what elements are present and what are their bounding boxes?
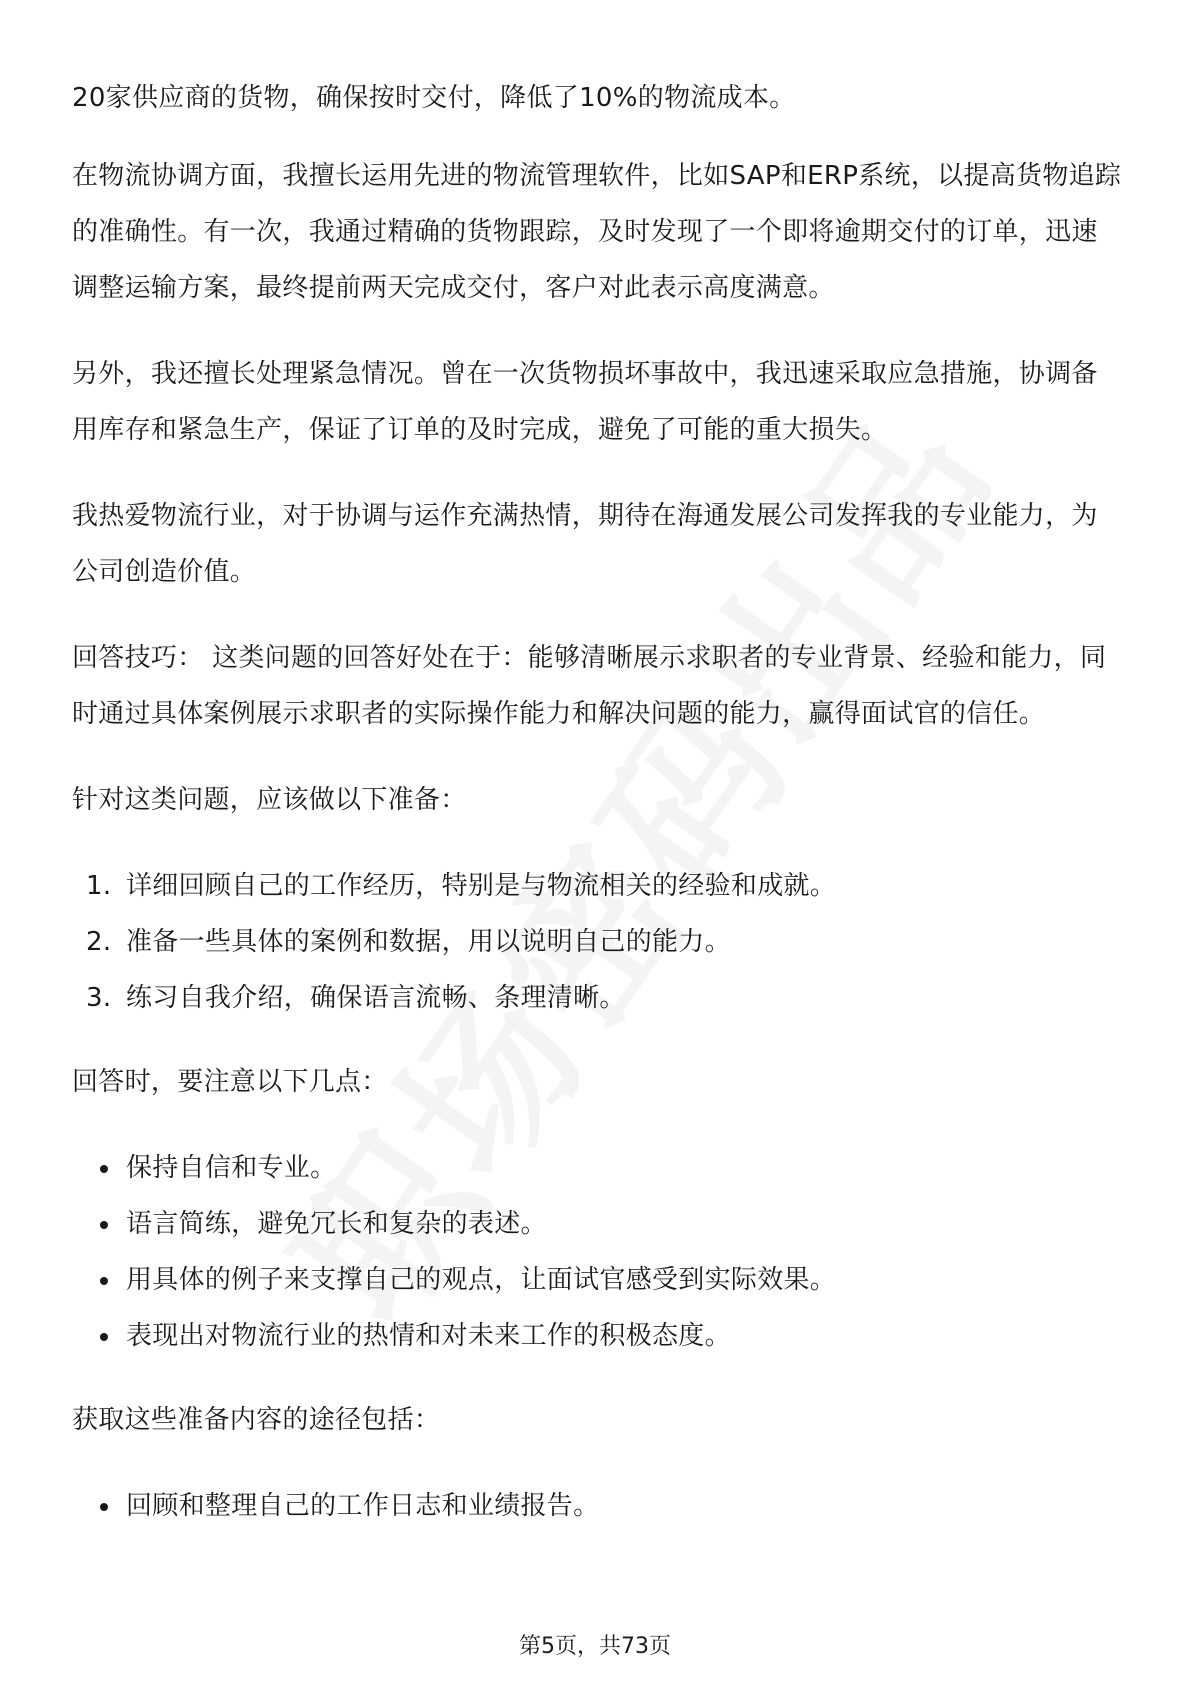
paragraph-passion: 我热爱物流行业，对于协调与运作充满热情，期待在海通发展公司发挥我的专业能力，为公司创造价值。 — [72, 501, 1098, 587]
list-item — [72, 1140, 1122, 1196]
attention-list — [72, 1140, 1122, 1364]
list-item — [72, 914, 1122, 970]
paragraph-source-intro: 获取这些准备内容的途径包括： — [72, 1405, 441, 1435]
bullet-icon — [100, 1333, 108, 1341]
list-item-text: 准备一些具体的案例和数据，用以说明自己的能力。 — [126, 927, 731, 957]
paragraph-answer-tips: 回答技巧： 这类问题的回答好处在于：能够清晰展示求职者的专业背景、经验和能力，同时通过具体案例展示求职者的实际操作能力和解决问题的能力，赢得面试官的信任。 — [72, 643, 1107, 729]
bullet-icon — [100, 1165, 108, 1173]
list-item-number: 2. — [86, 927, 112, 957]
list-item — [72, 1478, 1122, 1534]
source-list — [72, 1478, 1122, 1534]
paragraph-supplier-result: 20家供应商的货物，确保按时交付，降低了10%的物流成本。 — [72, 83, 796, 113]
paragraph-logistics-software: 在物流协调方面，我擅长运用先进的物流管理软件，比如SAP和ERP系统，以提高货物追踪的准确性。有一次，我通过精确的货物跟踪，及时发现了一个即将逾期交付的订单，迅速调整运输方案，最终提前两天完成交付，客户对此表示高度满意。 — [72, 161, 1122, 303]
list-item — [72, 1196, 1122, 1252]
list-item-number: 3. — [86, 983, 112, 1013]
list-item-text: 表现出对物流行业的热情和对未来工作的积极态度。 — [126, 1321, 731, 1351]
paragraph-attention-intro: 回答时，要注意以下几点： — [72, 1067, 388, 1097]
list-item-text: 练习自我介绍，确保语言流畅、条理清晰。 — [126, 983, 626, 1013]
paragraph-prep-intro: 针对这类问题，应该做以下准备： — [72, 785, 467, 815]
document-body — [72, 70, 1122, 1562]
list-item-text: 详细回顾自己的工作经历，特别是与物流相关的经验和成就。 — [126, 871, 837, 901]
bullet-icon — [100, 1277, 108, 1285]
prep-list — [72, 858, 1122, 1026]
list-item-text: 语言简练，避免冗长和复杂的表述。 — [126, 1209, 547, 1239]
bullet-icon — [100, 1221, 108, 1229]
bullet-icon — [100, 1503, 108, 1511]
list-item — [72, 858, 1122, 914]
list-item-number: 1. — [86, 871, 112, 901]
list-item-text: 用具体的例子来支撑自己的观点，让面试官感受到实际效果。 — [126, 1265, 837, 1295]
list-item-text: 保持自信和专业。 — [126, 1153, 337, 1183]
page-number-footer: 第5页，共73页 — [519, 1634, 671, 1659]
list-item — [72, 1252, 1122, 1308]
paragraph-emergency-handling: 另外，我还擅长处理紧急情况。曾在一次货物损坏事故中，我迅速采取应急措施，协调备用库存和紧急生产，保证了订单的及时完成，避免了可能的重大损失。 — [72, 359, 1098, 445]
list-item-text: 回顾和整理自己的工作日志和业绩报告。 — [126, 1491, 600, 1521]
list-item — [72, 970, 1122, 1026]
list-item — [72, 1308, 1122, 1364]
